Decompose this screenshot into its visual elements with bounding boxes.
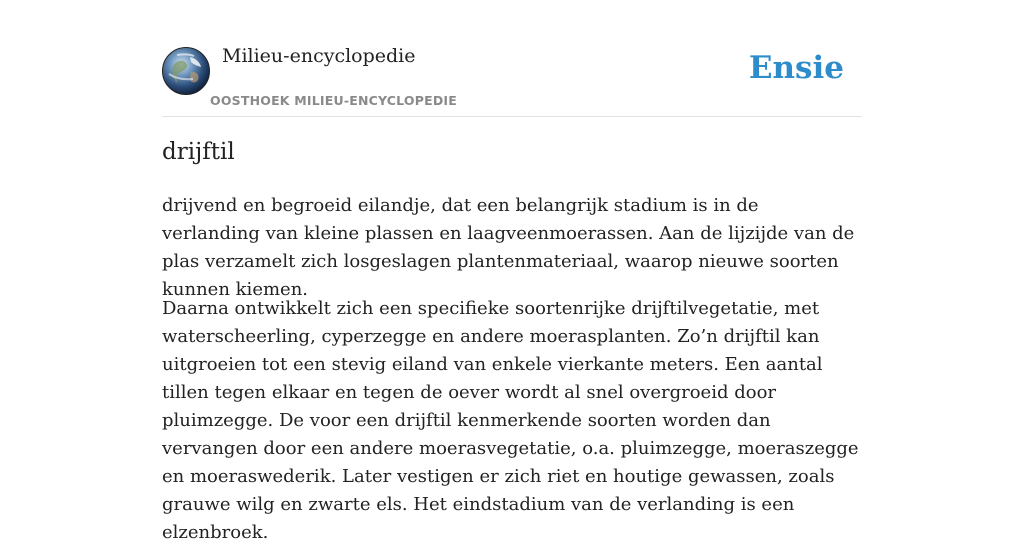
earth-globe-icon[interactable] (162, 47, 210, 95)
site-header (162, 0, 862, 117)
ensie-logo-link[interactable]: Ensie (748, 50, 844, 86)
content-container (162, 0, 862, 543)
site-name[interactable]: Milieu-encyclopedie (222, 45, 416, 67)
article-paragraph-2: Daarna ontwikkelt zich een specifieke soortenrijke drijftilvegetatie, met waterscheerling, cyperzegge en andere moerasplanten. Zo’n drijftil kan uitgroeien tot een stevig eiland van enkele vierkante meters. Een aantal tillen tegen elkaar en tegen de oever wordt al snel overgroeid door pluimzegge. De voor een drijftil kenmerkende soorten worden dan vervangen door een andere moerasvegetatie, o.a. pluimzegge, moeraszegge en moeraswederik. Later vestigen er zich riet en houtige gewassen, zoals grauwe wilg en zwarte els. Het eindstadium van de verlanding is een elzenbroek. (162, 298, 859, 543)
article-paragraph-1: drijvend en begroeid eilandje, dat een belangrijk stadium is in de verlanding van kleine plassen en laagveenmoerassen. Aan de lijzijde van de plas verzamelt zich losgeslagen plantenmateriaal, waarop nieuwe soorten kunnen kiemen. (162, 195, 855, 300)
article-title: drijftil (162, 139, 235, 165)
site-subtitle: OOSTHOEK MILIEU-ENCYCLOPEDIE (210, 93, 457, 108)
